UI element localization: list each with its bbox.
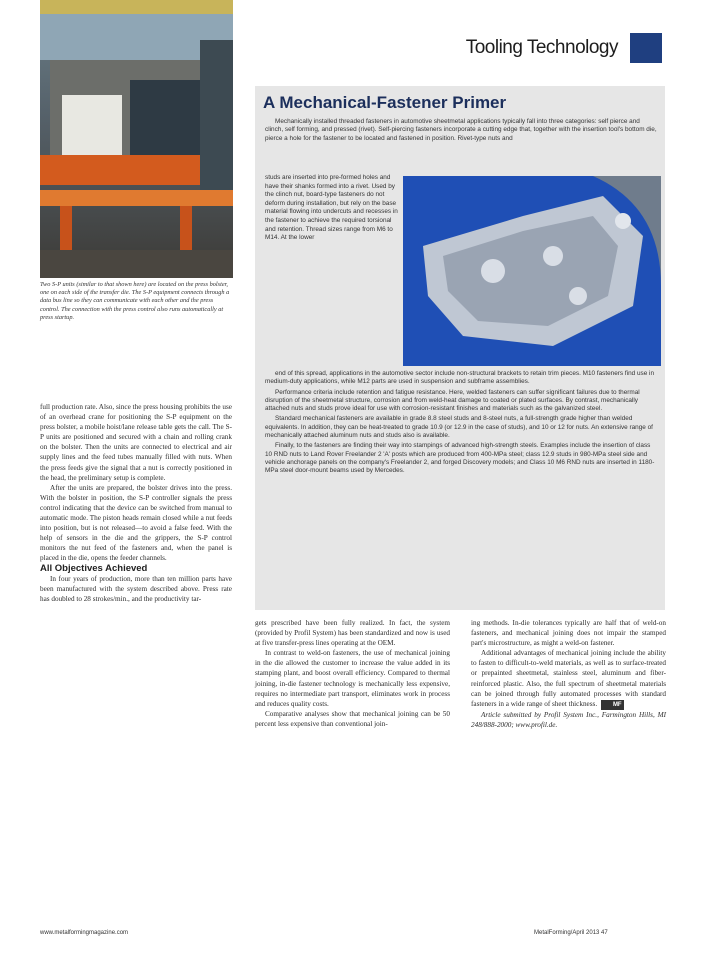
section-title: Tooling Technology — [465, 37, 618, 58]
article-column-1 — [40, 402, 232, 604]
primer-title: A Mechanical-Fastener Primer — [263, 93, 507, 112]
article-paragraph: Comparative analyses show that mechanical joining can be 50 percent less expensive than conventional join- — [255, 709, 450, 728]
primer-paragraph: Performance criteria include retention and fatigue resistance. Here, welded fasteners can suffer significant failures due to thermal disruption of the sheetmetal structure, corrosion and from weld-heat damage to coated or plated surfaces. By contrast, mechanically attached nuts and studs prove ideal for use with corrosion-resistant finishes and materials such as the galvanized steel. — [265, 388, 640, 413]
article-column-2 — [255, 618, 450, 729]
primer-paragraph: Standard mechanical fasteners are available in grade 8.8 steel studs and 8-steel nuts, a full-strength grade higher than welded equivalents. In addition, they can be heat-treated to grade 10.9 (or 12.9 in the case of studs), and 10 or 12 for nuts. An extensive range of mechanically attached aluminum nuts and studs also is available. — [265, 415, 653, 440]
article-paragraph: ing methods. In-die tolerances typically are half that of weld-on fasteners, and mechanical joining does not impair the stamped part's microstructure, as might a weld-on fastener. — [471, 619, 666, 648]
section-color-block — [630, 33, 662, 63]
press-equipment-illustration — [40, 0, 233, 278]
article-paragraph — [471, 648, 666, 710]
primer-paragraph: end of this spread, applications in the automotive sector include non-structural brackets to retain trim pieces. M10 fasteners find use in medium-duty applications, while M12 parts are used in suspension and subframe assemblies. — [265, 370, 655, 386]
footer-page-info: MetalForming/April 2013 47 — [534, 930, 608, 936]
subheading: All Objectives Achieved — [40, 562, 148, 574]
section-header — [446, 33, 662, 63]
stamped-part-illustration — [403, 176, 661, 366]
article-paragraph-text: Additional advantages of mechanical joining include the ability to fasten to difficult-to-weld materials, as well as to surface-treated or prepainted sheetmetal, stainless steel, aluminum and fiber-reinforced plastic. Also, the full spectrum of sheetmetal materials can be joined through fully automated processes with standard fasteners in a wide range of sheet thickness. — [471, 649, 666, 708]
article-paragraph: In four years of production, more than ten million parts have been manufactured with the system described above. Press rate has doubled to 28 strokes/min., and the productivity tar- — [40, 574, 232, 603]
article-column-3 — [471, 618, 666, 730]
article-credit[interactable]: Article submitted by Profil System Inc., Farmington Hills, MI 248/888-2000; www.profil.de. — [471, 710, 666, 729]
primer-body — [265, 370, 659, 478]
article-paragraph: gets prescribed have been fully realized. In fact, the system (provided by Profil System) has been standardized and now is used at five transfer-press lines operating at the OEM. — [255, 619, 450, 648]
primer-sidebar — [255, 86, 665, 610]
end-mark: MF — [601, 700, 624, 710]
primer-left-text: studs are inserted into pre-formed holes and have their shanks formed into a rivet. Used by the clinch nut, board-type fasteners do not deform during installation, but rely on the base material flowing into undercuts and recesses in the fastener to achieve the required torsional and retention. Thread sizes range from M6 to M14. At the lower — [265, 174, 398, 242]
photo-caption: Two S-P units (similar to that shown here) are located on the press bolster, one on each side of the transfer die. The S-P equipment connects through a data bus line so they can communicate with each other and the press control. The connection with the press control also runs automatically at press startup. — [40, 281, 230, 321]
article-paragraph: In contrast to weld-on fasteners, the use of mechanical joining in the die allowed the customer to increase the value added in its stamping plant, and boost overall efficiency. Compared to thermal joining, in-die fastener technology is mechanically less expensive, requires no intermediate part transport, eliminates work in process and reduces quality costs. — [255, 649, 450, 708]
primer-paragraph: Finally, to the fasteners are finding their way into stampings of advanced high-strength steels. Examples include the insertion of class 10 RND nuts to Land Rover Freelander 2 'A' posts which are produced from 400-MPa steel; class 12.9 studs in 980-MPa steel side and vehicle anchorage panels on the company's Freelander 2, and forged Discovery models; and Class 10 M6 RND nuts are inserted in 1180-MPa steel door-mount beams used by Mercedes. — [265, 442, 655, 475]
article-paragraph: full production rate. Also, since the press housing prohibits the use of an overhead crane for positioning the S-P equipment on the press bolster, a mobile hoist/lane release table gets the call. The S-P units are positioned and secured with a chain and rolling crank on the bolster. Then the units are connected to electrical and air supply lines and the feed tubes manually filled with nuts. When the press feeds give the signal that a nut is correctly positioned in the head, the preliminary setup is complete. — [40, 403, 232, 482]
article-paragraph: After the units are prepared, the bolster drives into the press. With the bolster in position, the S-P controller signals the press control indicating that the device can be switched from manual to automatic mode. The piston heads remain closed while a nut feeds into position, but is not released—to avoid a false feed. With the help of sensors in the die and the grippers, the S-P control monitors the nut feed of the fasteners and, when the panel is placed in the die, opens the feeder channels. — [40, 483, 232, 563]
primer-intro: Mechanically installed threaded fasteners in automotive sheetmetal applications typically fall into three categories: self pierce and clinch, self forming, and pressed (rivet). Self-piercing fasteners incorporate a cutting edge that, together with the insertion tool's bottom die, pierce a hole for the fastener to be located and fastened in position. Rivet-type nuts and — [265, 118, 657, 142]
fastener-part-photo — [403, 176, 661, 366]
footer-url[interactable]: www.metalformingmagazine.com — [40, 930, 129, 936]
press-equipment-photo — [40, 0, 233, 278]
